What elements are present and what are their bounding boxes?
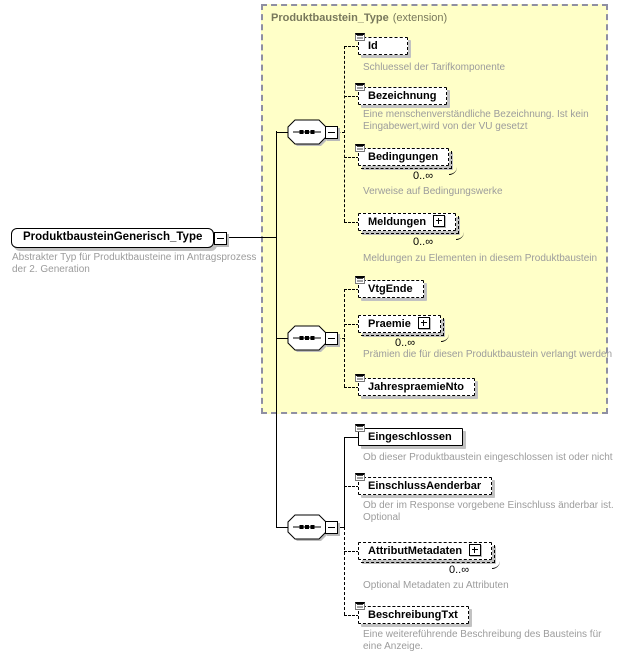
connector-eingeschlossen (344, 437, 359, 438)
connector-meldungen (344, 222, 359, 223)
connector-einschlussaenderbar (344, 486, 359, 487)
connector-praemie (344, 324, 359, 325)
bezeichnung-annotation (363, 109, 589, 133)
extension-type-name: Produktbaustein_Type (271, 12, 389, 24)
connector-beschreibungtxt (344, 615, 359, 616)
root-element-label: ProduktbausteinGenerisch_Type (23, 231, 203, 243)
annotation-line: Prämien die für diesen Produktbaustein verlangt werden (363, 349, 613, 360)
collapse-toggle-group3[interactable] (325, 521, 338, 534)
sequence-icon (287, 325, 329, 353)
connector-trunk (276, 131, 277, 528)
element-label: JahrespraemieNto (368, 381, 464, 393)
element-label: Bedingungen (368, 151, 439, 163)
annotation-line: Abstrakter Typ für Produktbausteine im Antragsprozess (12, 252, 257, 263)
root-annotation (12, 252, 256, 276)
element-label: BeschreibungTxt (368, 609, 458, 621)
annotation-line: Meldungen zu Elementen in diesem Produktbaustein (363, 253, 598, 264)
expand-toggle-praemie[interactable] (418, 317, 430, 329)
text-content-icon (355, 144, 365, 152)
text-content-icon (355, 602, 365, 610)
annotation-line: Ob dieser Produktbaustein eingeschlossen ist oder nicht (363, 452, 613, 463)
element-id[interactable] (358, 37, 408, 55)
attributmetadaten-annotation (363, 580, 509, 592)
collapse-toggle-group1[interactable] (325, 126, 338, 139)
element-label: EinschlussAenderbar (368, 480, 482, 492)
connector-vtgende (344, 289, 359, 290)
annotation-line: Eine weitereführende Beschreibung des Bausteins für (363, 629, 602, 640)
praemie-annotation (363, 349, 612, 361)
element-label: Praemie (368, 318, 411, 330)
rail-group2 (344, 289, 345, 387)
annotation-line: Optional (363, 512, 401, 523)
meldungen-occurrence: 0..∞ (413, 236, 434, 248)
element-label: AttributMetadaten (368, 545, 463, 557)
bedingungen-annotation (363, 186, 503, 198)
text-content-icon (355, 473, 365, 481)
sequence-compositor-1[interactable] (287, 119, 329, 147)
connector-attributmetadaten (344, 551, 359, 552)
rail-group3-required (344, 437, 345, 527)
text-content-icon (355, 424, 365, 432)
element-praemie[interactable] (358, 315, 441, 333)
annotation-line: eine Anzeige. (363, 641, 424, 652)
sequence-compositor-3[interactable] (287, 514, 329, 542)
expand-toggle-meldungen[interactable] (433, 215, 445, 227)
element-bezeichnung[interactable] (358, 87, 447, 105)
element-meldungen[interactable] (358, 213, 456, 231)
rail-group3-optional (344, 527, 345, 615)
attributmetadaten-occurrence: 0..∞ (449, 564, 470, 576)
text-content-icon (355, 276, 365, 284)
element-beschreibungtxt[interactable] (358, 606, 469, 624)
occurrence-notch (492, 560, 500, 569)
annotation-line: Optional Metadaten zu Attributen (363, 580, 509, 591)
annotation-line: der 2. Generation (12, 264, 90, 275)
sequence-icon (287, 514, 329, 542)
element-label: Meldungen (368, 216, 427, 228)
element-jahrespraemiento[interactable] (358, 378, 475, 396)
annotation-line: Eingabewert,wird von der VU gesetzt (363, 121, 528, 132)
beschreibungtxt-annotation (363, 629, 601, 653)
annotation-line: Eine menschenverständliche Bezeichnung. Ist kein (363, 109, 589, 120)
connector-bezeichnung (344, 96, 359, 97)
collapse-toggle-group2[interactable] (325, 332, 338, 345)
connector-bedingungen (344, 157, 359, 158)
extension-region-title (271, 12, 447, 24)
id-annotation (363, 62, 505, 74)
annotation-line: Schluessel der Tarifkomponente (363, 62, 506, 73)
bedingungen-occurrence: 0..∞ (413, 170, 434, 182)
element-label: VtgEnde (368, 283, 413, 295)
praemie-occurrence: 0..∞ (395, 337, 416, 349)
connector-id (344, 46, 359, 47)
einschlussaenderbar-annotation (363, 500, 614, 524)
element-label: Bezeichnung (368, 90, 437, 102)
text-content-icon (355, 374, 365, 382)
element-attributmetadaten[interactable] (358, 542, 492, 560)
element-produktbausteingenerisch-type[interactable] (11, 228, 214, 248)
annotation-line: Ob der im Response vorgebene Einschluss änderbar ist. (363, 500, 614, 511)
expand-toggle-attributmetadaten[interactable] (469, 544, 481, 556)
collapse-toggle-root[interactable] (214, 232, 227, 245)
text-content-icon (355, 83, 365, 91)
rail-group1 (344, 46, 345, 222)
sequence-icon (287, 119, 329, 147)
element-eingeschlossen[interactable] (358, 428, 463, 446)
element-label: Eingeschlossen (368, 431, 452, 443)
element-vtgende[interactable] (358, 280, 424, 298)
element-label: Id (368, 40, 378, 52)
eingeschlossen-annotation (363, 452, 613, 464)
sequence-compositor-2[interactable] (287, 325, 329, 353)
text-content-icon (355, 33, 365, 41)
annotation-line: Verweise auf Bedingungswerke (363, 186, 503, 197)
element-bedingungen[interactable] (358, 148, 449, 166)
extension-suffix: (extension) (392, 12, 448, 24)
connector-jahrespraemiento (344, 387, 359, 388)
element-einschlussaenderbar[interactable] (358, 477, 492, 495)
meldungen-annotation (363, 253, 597, 265)
